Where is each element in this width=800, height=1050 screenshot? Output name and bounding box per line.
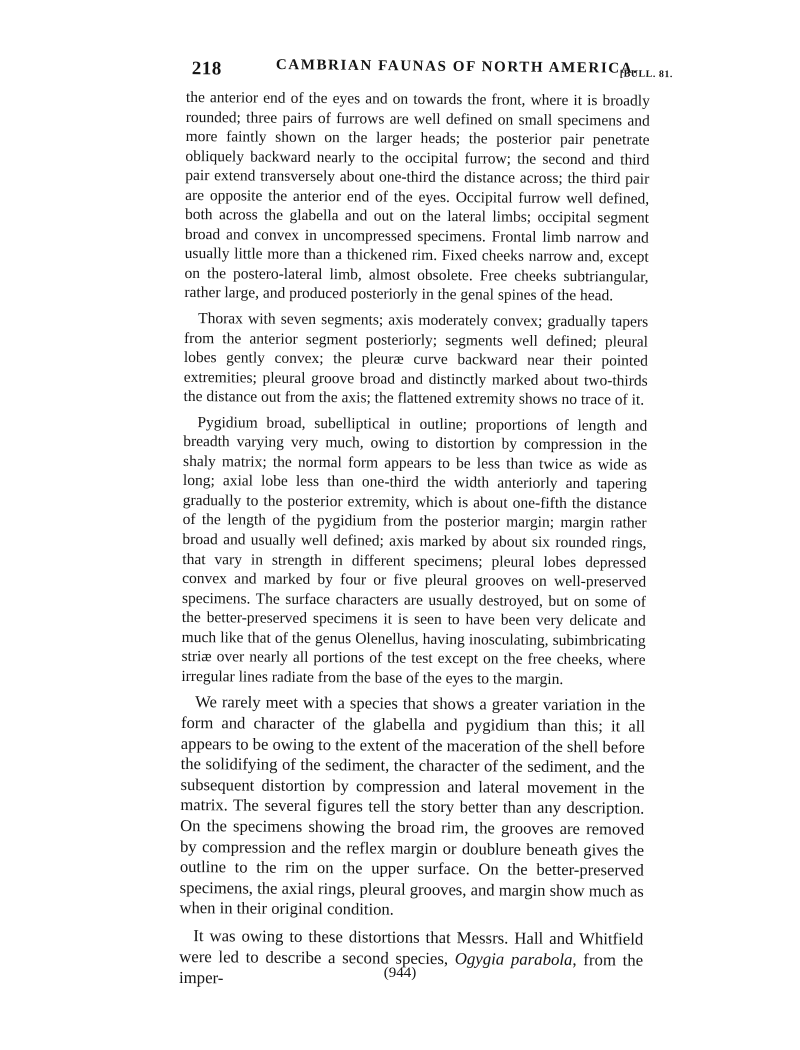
body-text — [179, 88, 650, 998]
running-head — [180, 52, 680, 87]
paragraph-pygidium: Pygidium broad, subelliptical in outline; proportions of length and breadth varying very much, owing to distortion by compression in the shaly matrix; the normal form appears to be less than twice as wide as long; axial lobe less than one-third the width anteriorly and tapering gradually to the posterior extremity, which is about one-fifth the distance of the length of the pygidium from the posterior margin; margin rather broad and usually well defined; axis marked by about six rounded rings, that vary in strength in different specimens; pleural lobes depressed convex and marked by four or five pleural grooves on well-preserved specimens. The surface characters are usually destroyed, but on some of the better-preserved specimens it is seen to have been very delicate and much like that of the genus Olenellus, having inosculating, subimbricating striæ over nearly all portions of the test except on the free cheeks, where irregular lines radiate from the base of the eyes to the margin. — [181, 413, 648, 688]
species-name: Ogygia parabola — [454, 949, 573, 969]
running-title: CAMBRIAN FAUNAS OF NORTH AMERICA. — [275, 57, 639, 77]
paragraph-variation: We rarely meet with a species that shows a greater variation in the form and character of the glabella and pygidium than this; it all appears to be owing to the extent of the maceration of the shell before the solidifying of the sediment, the character of the sediment, and the subsequent distortion by compression and lateral movement in the matrix. The several figures tell the story better than any description. On the specimens showing the broad rim, the grooves are removed by compression and the reflex margin or doublure beneath gives the outline to the rim on the upper surface. On the better-preserved specimens, the axial rings, pleural grooves, and margin show much as when in their original condition. — [179, 692, 646, 920]
paragraph-distortions-text: It was owing to these distortions that Messrs. Hall and Whitfield were led to describe a second species, — [179, 926, 644, 969]
folio-number: (944) — [383, 965, 417, 981]
bulletin-reference: [BULL. 81. — [619, 68, 673, 81]
paragraph-distortions-tail: , from the imper- — [178, 949, 644, 988]
page-number: 218 — [191, 58, 222, 80]
paragraph-head-description: the anterior end of the eyes and on towards the front, where it is broadly rounded; three pairs of furrows are well defined on small specimens and more faintly shown on the larger heads; the posterior pair penetrate obliquely backward nearly to the occipital furrow; the second and third pair extend transversely about one-third the distance across; the third pair are opposite the anterior end of the eyes. Occipital furrow well defined, both across the glabella and out on the lateral limbs; occipital segment broad and convex in uncompressed specimens. Frontal limb narrow and usually little more than a thickened rim. Fixed cheeks narrow and, except on the postero-lateral limb, almost obsolete. Free cheeks subtriangular, rather large, and produced posteriorly in the genal spines of the head. — [184, 88, 650, 305]
paragraph-thorax: Thorax with seven segments; axis moderately convex; gradually tapers from the anterior segment posteriorly; segments well defined; pleural lobes gently convex; the pleuræ curve backward near their pointed extremities; pleural groove broad and distinctly marked about two-thirds the distance out from the axis; the flattened extremity shows no trace of it. — [183, 310, 649, 409]
